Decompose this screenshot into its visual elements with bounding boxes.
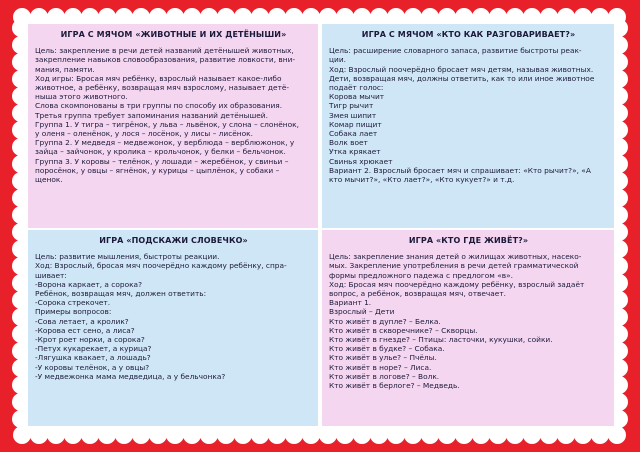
scallop-shape	[387, 426, 405, 444]
text-line: Кто живёт в логове? – Волк.	[329, 371, 440, 381]
panel-who-lives-where	[322, 230, 614, 426]
panel-title: ИГРА «ПОДСКАЖИ СЛОВЕЧКО»	[99, 236, 248, 245]
scallop-shape	[557, 426, 575, 444]
text-line: Слова скомпонованы в три группы по способу их образования.	[35, 101, 283, 111]
text-line: кто мычит?», «Кто лает?», «Кто кукует?» и т.д.	[329, 175, 515, 185]
text-line: у оленя – оленёнок, у лося – лосёнок, у лисы – лисёнок.	[35, 129, 253, 139]
scallop-shape	[574, 426, 592, 444]
text-line: -У медвежонка мама медведица, а у бельчонка?	[35, 371, 226, 381]
scallop-shape	[81, 426, 99, 444]
text-line: мания, памяти.	[35, 64, 95, 74]
text-line: Корова мычит	[329, 92, 385, 102]
text-line: Собака лает	[329, 129, 378, 139]
text-line: Цель: закрепление знания детей о жилищах животных, насеко-	[329, 252, 582, 262]
scallop-shape	[64, 426, 82, 444]
text-line: Ход: Бросая мяч поочерёдно каждому ребёнку, взрослый задаёт	[329, 279, 585, 289]
scallop-shape	[115, 426, 133, 444]
text-line: Утка крякает	[329, 147, 381, 157]
text-line: ныша этого животного.	[35, 92, 128, 102]
panel-title: ИГРА С МЯЧОМ «ЖИВОТНЫЕ И ИХ ДЕТЁНЫШИ»	[60, 30, 287, 39]
scallop-shape	[506, 426, 524, 444]
text-line: Кто живёт в норе? – Лиса.	[329, 362, 432, 372]
scallop-shape	[472, 426, 490, 444]
text-line: Группа 3. У коровы – телёнок, у лошади – жеребёнок, у свиньи –	[35, 156, 289, 166]
scallop-shape	[166, 426, 184, 444]
panel-title: ИГРА «КТО ГДЕ ЖИВЁТ?»	[408, 236, 529, 245]
scallop-shape	[319, 426, 337, 444]
scallop-shape	[149, 426, 167, 444]
scallop-shape	[370, 426, 388, 444]
text-line: Взрослый – Дети	[329, 307, 395, 317]
scallop-shape	[455, 426, 473, 444]
text-line: закрепление навыков словообразования, развитие ловкости, вни-	[35, 55, 296, 65]
scallop-shape	[438, 426, 456, 444]
text-line: Дети, возвращая мяч, должны ответить, как то или иное животное	[329, 73, 595, 83]
scallop-shape	[540, 426, 558, 444]
text-line: -Сорока стрекочет.	[35, 298, 111, 308]
text-line: формы предложного падежа с предлогом «в».	[329, 270, 513, 280]
scallop-shape	[489, 426, 507, 444]
scallop-shape	[302, 426, 320, 444]
panel-title: ИГРА С МЯЧОМ «КТО КАК РАЗГОВАРИВАЕТ?»	[361, 30, 576, 39]
scallop-shape	[523, 426, 541, 444]
text-line: Цель: расширение словарного запаса, развитие быстроты реак-	[329, 46, 582, 56]
scallop-shape	[608, 426, 626, 444]
panel-prompt-the-word	[28, 230, 318, 426]
text-line: Группа 1. У тигра – тигрёнок, у льва – львёнок, у слона – слонёнок,	[35, 119, 299, 129]
scallop-shape	[268, 426, 286, 444]
text-line: Волк воет	[329, 138, 368, 148]
text-line: Цель: закрепление в речи детей названий детёнышей животных,	[35, 46, 294, 56]
scallop-shape	[285, 426, 303, 444]
scallop-shape	[183, 426, 201, 444]
scallop-shape	[132, 426, 150, 444]
text-line: вопрос, а ребёнок, возвращая мяч, отвечает.	[329, 289, 507, 299]
text-line: -Ворона каркает, а сорока?	[35, 279, 143, 289]
text-line: Кто живёт в дупле? – Белка.	[329, 316, 441, 326]
text-line: Ход игры: Бросая мяч ребёнку, взрослый называет какое-либо	[35, 73, 282, 83]
text-line: -Петух кукарекает, а курица?	[35, 344, 152, 354]
text-line: шивает:	[35, 270, 67, 280]
scallop-shape	[47, 426, 65, 444]
scallop-shape	[217, 426, 235, 444]
scallop-shape	[234, 426, 252, 444]
panel-who-speaks-how	[322, 24, 614, 228]
text-line: Кто живёт в будке? – Собака.	[329, 344, 445, 354]
text-line: подаёт голос:	[329, 83, 384, 93]
text-line: -Лягушка квакает, а лошадь?	[35, 353, 151, 363]
text-line: Тигр рычит	[329, 101, 374, 111]
text-line: животное, а ребёнку, возвращая мяч взрослому, называет детё-	[35, 83, 290, 93]
text-line: Кто живёт в улье? – Пчёлы.	[329, 353, 437, 363]
text-line: -Крот роет норки, а сорока?	[35, 335, 145, 345]
scallop-shape	[421, 426, 439, 444]
text-line: Третья группа требует запоминания названий детёнышей.	[35, 110, 268, 120]
text-line: ции.	[329, 55, 346, 65]
scallop-shape	[251, 426, 269, 444]
text-line: поросёнок, у овцы – ягнёнок, у курицы – цыплёнок, у собаки –	[35, 165, 280, 175]
scallop-shape	[404, 426, 422, 444]
scallop-shape	[30, 426, 48, 444]
text-line: -Сова летает, а кролик?	[35, 316, 129, 326]
scallop-shape	[353, 426, 371, 444]
text-line: Ход: Взрослый, бросая мяч поочерёдно каждому ребёнку, спра-	[35, 261, 287, 271]
text-line: Свинья хрюкает	[329, 156, 393, 166]
text-line: Примеры вопросов:	[35, 307, 112, 317]
text-line: Вариант 1.	[329, 298, 372, 308]
text-line: щенок.	[35, 175, 63, 185]
text-line: Цель: развитие мышления, быстроты реакции.	[35, 252, 220, 262]
scallop-shape	[200, 426, 218, 444]
scallop-shape	[13, 426, 31, 444]
scallop-shape	[591, 426, 609, 444]
text-line: Кто живёт в гнезде? – Птицы: ласточки, кукушки, сойки.	[329, 335, 553, 345]
scallop-shape	[98, 426, 116, 444]
panel-animals-and-babies	[28, 24, 318, 228]
text-line: -У коровы телёнок, а у овцы?	[35, 362, 150, 372]
text-line: зайца – зайчонок, у кролика – крольчонок, у белки – бельчонок.	[35, 147, 286, 157]
text-line: -Корова ест сено, а лиса?	[35, 325, 135, 335]
scallop-shape	[336, 426, 354, 444]
text-line: Кто живёт в скворечнике? – Скворцы.	[329, 325, 478, 335]
text-line: Змея шипит	[329, 110, 377, 120]
text-line: Кто живёт в берлоге? – Медведь.	[329, 381, 460, 391]
text-line: Группа 2. У медведя – медвежонок, у верблюда – верблюжонок, у	[35, 138, 295, 148]
text-line: Ребёнок, возвращая мяч, должен ответить:	[35, 289, 207, 299]
text-line: Вариант 2. Взрослый бросает мяч и спрашивает: «Кто рычит?», «А	[329, 165, 591, 175]
text-line: Ход: Взрослый поочерёдно бросает мяч детям, называя животных.	[329, 64, 594, 74]
text-line: мых. Закрепление употребления в речи детей грамматической	[329, 261, 579, 271]
text-line: Комар пищит	[329, 119, 382, 129]
